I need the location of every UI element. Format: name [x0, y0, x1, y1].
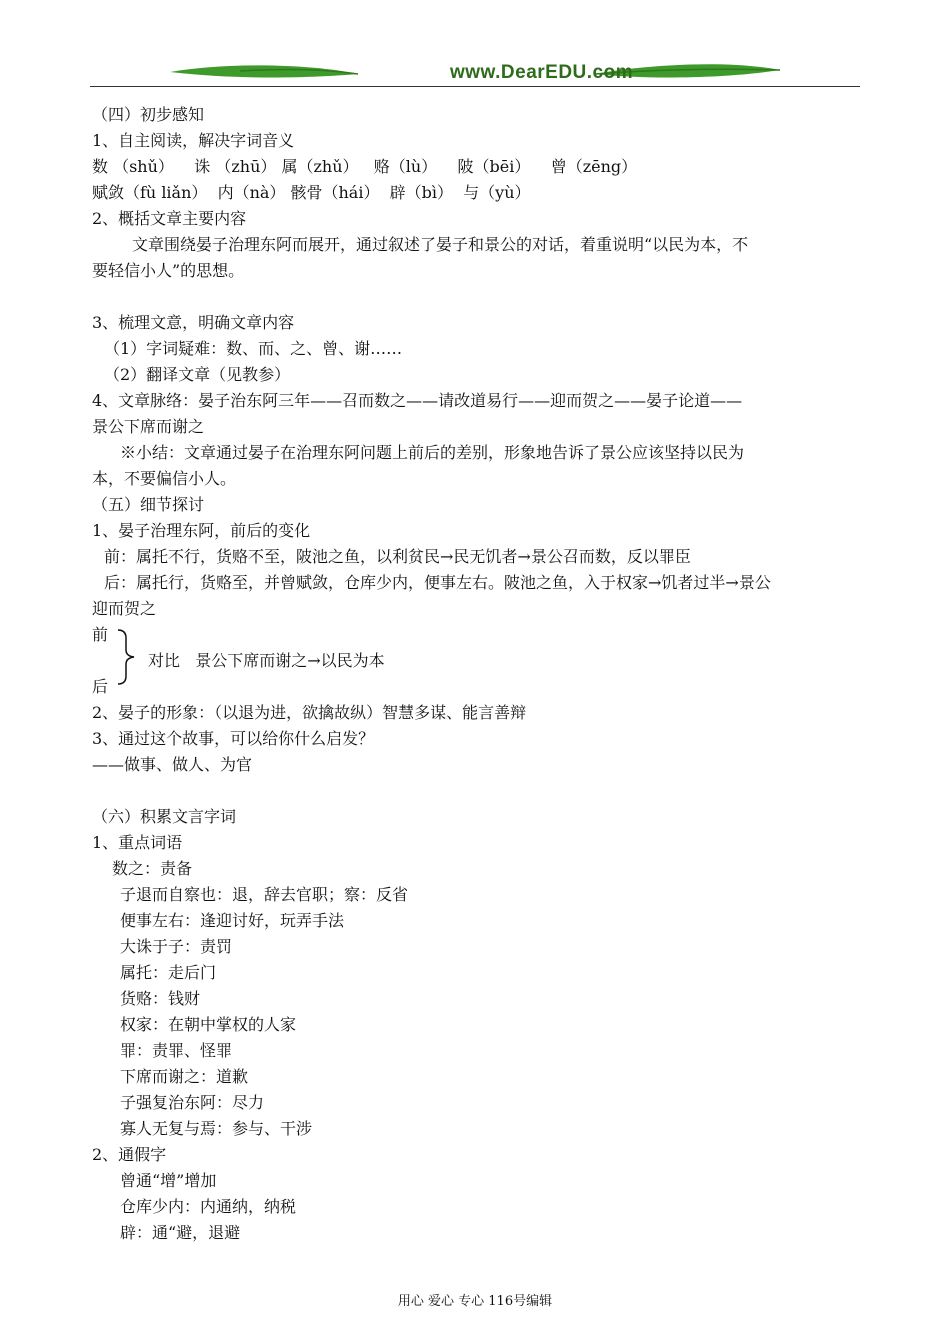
- paragraph-line: 要轻信小人”的思想。: [92, 261, 245, 280]
- vocab-item: 辟：通“避，退避: [120, 1223, 241, 1242]
- paragraph-line: 后：属托行，货赂至，并曾赋敛，仓库少内，便事左右。陂池之鱼，入于权家→饥者过半→景公: [104, 573, 771, 592]
- section-heading: （四）初步感知: [92, 105, 205, 124]
- page-footer: 用心 爱心 专心 116号编辑: [397, 1294, 553, 1309]
- text-line: 3、梳理文意，明确文章内容: [92, 313, 295, 332]
- section-heading: （五）细节探讨: [92, 495, 205, 514]
- vocab-item: 大诛于子：责罚: [120, 937, 233, 956]
- pinyin-line: 赋敛（fù liǎn） 内（nà） 骸骨（hái） 辟（bì） 与（yù）: [92, 183, 531, 202]
- vocab-item: 仓库少内：内通纳，纳税: [120, 1197, 297, 1216]
- compare-label: 前: [92, 625, 109, 644]
- text-line: 1、晏子治理东阿，前后的变化: [92, 521, 311, 540]
- compare-label: 后: [92, 677, 109, 696]
- text-line: 2、概括文章主要内容: [92, 209, 247, 228]
- vocab-item: 属托：走后门: [120, 963, 217, 982]
- vocab-item: 权家：在朝中掌权的人家: [120, 1015, 297, 1034]
- section-heading: （六）积累文言字词: [92, 807, 237, 826]
- text-line: （1）字词疑难：数、而、之、曾、谢……: [104, 339, 403, 358]
- text-line: 1、自主阅读，解决字词音义: [92, 131, 295, 150]
- vocab-item: 曾通“增”增加: [120, 1171, 217, 1190]
- text-line: 2、通假字: [92, 1145, 167, 1164]
- text-line: 前：属托不行，货赂不至，陂池之鱼，以利贫民→民无饥者→景公召而数，反以罪臣: [104, 547, 691, 566]
- text-line: 1、重点词语: [92, 833, 183, 852]
- text-line: ——做事、做人、为官: [92, 755, 253, 774]
- text-line: 2、晏子的形象：（以退为进，欲擒故纵）智慧多谋、能言善辩: [92, 703, 527, 722]
- vocab-item: 寡人无复与焉：参与、干涉: [120, 1119, 313, 1138]
- compare-line: 对比 景公下席而谢之→以民为本: [148, 651, 385, 670]
- vocab-item: 罪：责罪、怪罪: [120, 1041, 233, 1060]
- summary-line: ※小结：文章通过晏子在治理东阿问题上前后的差别，形象地告诉了景公应该坚持以民为: [120, 443, 745, 462]
- text-line: 3、通过这个故事，可以给你什么启发？: [92, 729, 375, 748]
- vocab-item: 货赂：钱财: [120, 989, 201, 1008]
- vocab-item: 子退而自察也：退，辞去官职；察：反省: [120, 885, 409, 904]
- paragraph-line: 景公下席而谢之: [92, 417, 205, 436]
- text-line: （2）翻译文章（见教参）: [104, 365, 291, 384]
- brace-icon: [114, 628, 138, 686]
- summary-line: 本，不要偏信小人。: [92, 469, 237, 488]
- site-logo[interactable]: www.DearEDU.com: [450, 62, 634, 83]
- vocab-item: 子强复治东阿：尽力: [120, 1093, 265, 1112]
- header-rule: [90, 86, 860, 87]
- pinyin-line: 数 （shǔ） 诛 （zhū） 属（zhǔ） 赂（lù） 陂（bēi） 曾（zēng）: [92, 157, 638, 176]
- vocab-item: 数之：责备: [112, 859, 193, 878]
- vocab-item: 便事左右：逢迎讨好，玩弄手法: [120, 911, 345, 930]
- paragraph-line: 迎而贺之: [92, 599, 157, 618]
- vocab-item: 下席而谢之：道歉: [120, 1067, 249, 1086]
- paragraph-line: 4、文章脉络：晏子治东阿三年——召而数之——请改道易行——迎而贺之——晏子论道——: [92, 391, 743, 410]
- paragraph-line: 文章围绕晏子治理东阿而展开，通过叙述了晏子和景公的对话，着重说明“以民为本，不: [132, 235, 749, 254]
